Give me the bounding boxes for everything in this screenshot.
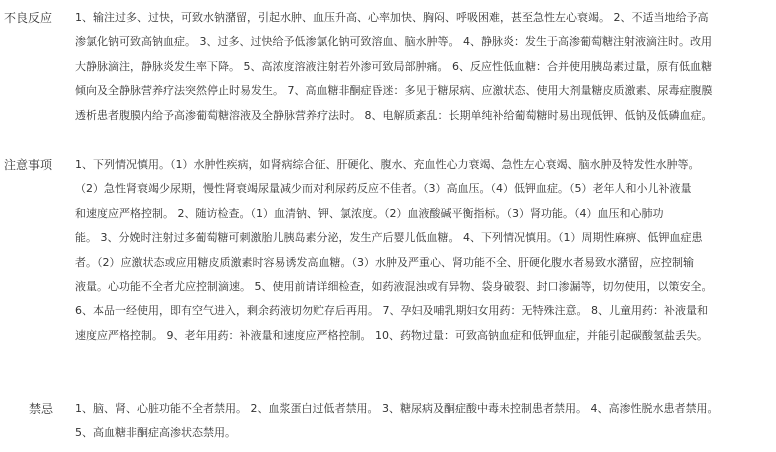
text-line: 透析患者腹膜内给予高渗葡萄糖溶液及全静脉营养疗法时。 8、电解质紊乱：长期单纯补给葡萄糖时易出现低钾、低钠及低磷血症。 xyxy=(75,108,713,122)
text-line: 液量。心功能不全者尤应控制滴速。 5、使用前请详细检查，如药液混浊或有异物、袋身破裂、封口渗漏等，切勿使用，以策安全。 xyxy=(75,279,713,293)
text-line: 倾向及全静脉营养疗法突然停止时易发生。 7、高血糖非酮症昏迷：多见于糖尿病、应激状态、使用大剂量糖皮质激素、尿毒症腹膜 xyxy=(75,84,713,98)
text-line: 6、本品一经使用，即有空气进入，剩余药液切勿贮存后再用。 7、孕妇及哺乳期妇女用药：无特殊注意。 8、儿童用药：补液量和 xyxy=(75,304,708,318)
text-line: 5、高血糖非酮症高渗状态禁用。 xyxy=(75,426,236,440)
text-line: （2）急性肾衰竭少尿期，慢性肾衰竭尿量减少而对利尿药反应不佳者。（3）高血压。（4）低钾血症。（5）老年人和小儿补液量 xyxy=(75,182,692,196)
precautions-text xyxy=(75,153,775,348)
text-line: 能。 3、分娩时注射过多葡萄糖可刺激胎儿胰岛素分泌，发生产后婴儿低血糖。 4、下列情况慎用。（1）周期性麻痹、低钾血症患 xyxy=(75,231,703,245)
section-label-contraindications: 禁忌 xyxy=(29,402,54,416)
section-label-adverse-reactions: 不良反应 xyxy=(4,11,53,25)
text-line: 速度应严格控制。 9、老年用药：补液量和速度应严格控制。 10、药物过量：可致高钠血症和低钾血症，并能引起碳酸氢盐丢失。 xyxy=(75,328,708,342)
adverse-reactions-text xyxy=(75,6,775,128)
text-line: 者。（2）应激状态或应用糖皮质激素时容易诱发高血糖。（3）水肿及严重心、肾功能不全、肝硬化腹水者易致水潴留，应控制输 xyxy=(75,255,694,269)
section-label-precautions: 注意事项 xyxy=(4,158,53,172)
text-line: 和速度应严格控制。 2、随访检查。（1）血清钠、钾、氯浓度。（2）血液酸碱平衡指标。（3）肾功能。（4）血压和心肺功 xyxy=(75,206,664,220)
text-line: 1、脑、肾、心脏功能不全者禁用。 2、血浆蛋白过低者禁用。 3、糖尿病及酮症酸中毒未控制患者禁用。 4、高渗性脱水患者禁用。 xyxy=(75,402,719,415)
contraindications-text xyxy=(75,397,775,446)
text-line: 渗氯化钠可致高钠血症。 3、过多、过快给予低渗氯化钠可致溶血、脑水肿等。 4、静脉炎：发生于高渗葡萄糖注射液滴注时。改用 xyxy=(75,35,712,49)
text-line: 大静脉滴注，静脉炎发生率下降。 5、高浓度溶液注射若外渗可致局部肿痛。 6、反应性低血糖：合并使用胰岛素过量，原有低血糖 xyxy=(75,59,712,73)
text-line: 1、下列情况慎用。（1）水肿性疾病，如肾病综合征、肝硬化、腹水、充血性心力衰竭、急性左心衰竭、脑水肿及特发性水肿等。 xyxy=(75,158,700,171)
text-line: 1、输注过多、过快，可致水钠潴留，引起水肿、血压升高、心率加快、胸闷、呼吸困难，甚至急性左心衰竭。 2、不适当地给予高 xyxy=(75,11,709,24)
